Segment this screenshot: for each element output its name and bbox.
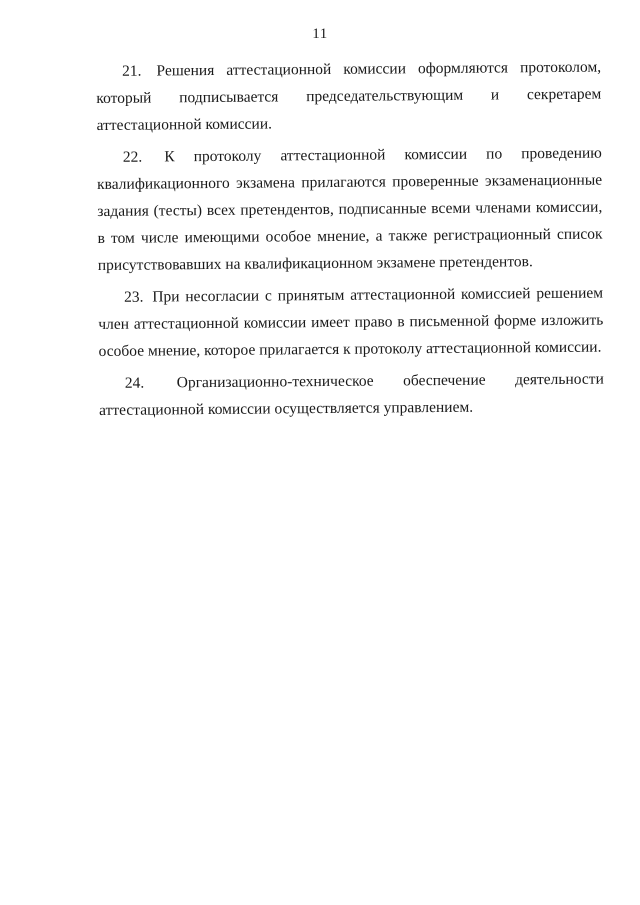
paragraph-text: При несогласии с принятым аттестационной комиссией решением член аттестационной комиссии имеет право в письменной форме изложить особое мнение, которое прилагается к протоколу аттестационной комиссии.	[98, 284, 604, 360]
paragraph-21	[96, 54, 602, 139]
paragraph-text: Решения аттестационной комиссии оформляются протоколом, который подписывается председательствующим и секретарем аттестационной комиссии.	[96, 58, 602, 134]
document-body	[96, 54, 604, 429]
paragraph-text: К протоколу аттестационной комиссии по проведению квалификационного экзамена прилагаются проверенные экзаменационные задания (тесты) всех претендентов, подписанные всеми членами комиссии, в том числе имеющими особое мнение, а также регистрационный список присутствовавших на квалификационном экзамене претендентов.	[97, 144, 603, 274]
paragraph-text: Организационно-техническое обеспечение деятельности аттестационной комиссии осуществляется управлением.	[99, 370, 604, 419]
paragraph-number: 23.	[124, 288, 144, 306]
paragraph-22	[97, 140, 603, 279]
page-number: 11	[312, 26, 328, 42]
paragraph-number: 21.	[122, 62, 142, 80]
paragraph-number: 24.	[124, 374, 145, 392]
paragraph-23	[98, 280, 604, 365]
paragraph-24	[99, 366, 604, 424]
paragraph-number: 22.	[122, 148, 143, 166]
